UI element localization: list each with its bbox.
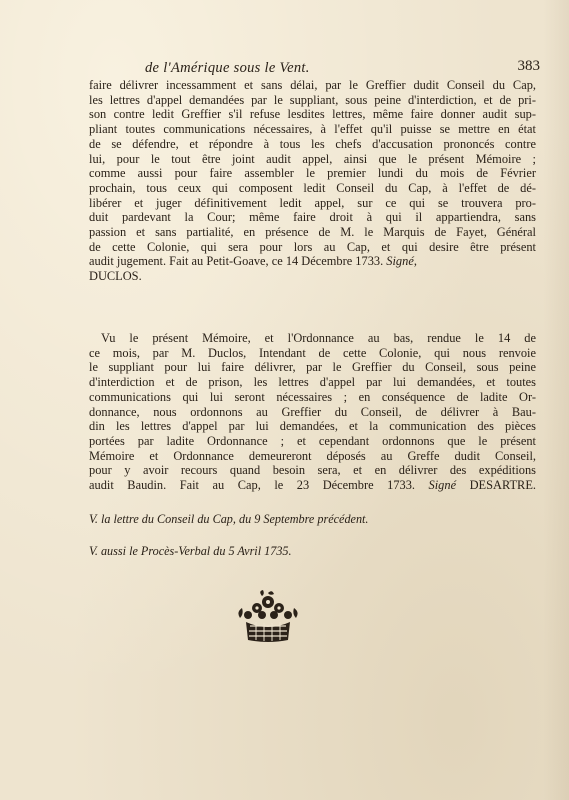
text-line: din les lettres d'appel par lui demandées, et la communication des pièces xyxy=(89,419,536,434)
text-line: lui, pour le tout être joint audit appel, ainsi que le présent Mémoire ; xyxy=(89,151,536,166)
running-title: de l'Amérique sous le Vent. xyxy=(145,60,310,76)
signe-label: Signé xyxy=(428,478,457,493)
text-line: d'interdiction et de prison, les lettres d'appel par lui demandées, et toutes xyxy=(89,375,536,390)
text-line: de se défendre, et répondre à tous les chefs d'accusation prononcés contre xyxy=(89,136,536,151)
closing-text: audit Baudin. Fait au Cap, le 23 Décembre 1733. xyxy=(89,478,416,493)
reference-note-2: V. aussi le Procès-Verbal du 5 Avril 1735. xyxy=(89,544,292,558)
ordonnance-paragraph xyxy=(89,331,536,493)
text-line: comme aussi pour faire assembler le premier lundi du mois de Février xyxy=(89,166,536,181)
closing-text: audit jugement. Fait au Petit-Goave, ce 14 Décembre 1733. xyxy=(89,254,384,269)
text-line-final: audit jugement. Fait au Petit-Goave, ce 14 Décembre 1733. Signé, xyxy=(89,254,417,269)
text-line: pour y avoir recours quand besoin sera, et en délivrer des expéditions xyxy=(89,463,536,478)
text-line: Vu le présent Mémoire, et l'Ordonnance au bas, rendue le 14 de xyxy=(101,331,536,345)
signe-label: Signé xyxy=(386,254,414,269)
text-line: portées par ladite Ordonnance ; et cependant ordonnons que le présent xyxy=(89,433,536,448)
text-line: communications qui lui seront nécessaires ; en conséquence de ladite Or- xyxy=(89,389,536,404)
text-line: son contre ledit Greffier s'il refuse lesdites lettres, même faire donner audit sup- xyxy=(89,107,536,122)
running-header xyxy=(145,60,540,77)
text-line: ce mois, par M. Duclos, Intendant de cette Colonie, qui nous renvoie xyxy=(89,345,536,360)
signature-line xyxy=(89,269,536,284)
floral-basket-ornament-icon xyxy=(232,588,304,644)
text-line: duit pardevant la Cour; même faire droit à qui il appartiendra, sans xyxy=(89,210,536,225)
text-line-final xyxy=(89,478,536,493)
text-line: donnance, nous ordonnons au Greffier du Conseil, de délivrer à Bau- xyxy=(89,404,536,419)
signature-desartre: DESARTRE. xyxy=(469,478,536,493)
text-line: Mémoire et Ordonnance demeureront déposés au Greffe dudit Conseil, xyxy=(89,448,536,463)
text-line: de cette Colonie, qui sera pour lors au Cap, et qui desire être présent xyxy=(89,239,536,254)
signature-duclos: DUCLOS. xyxy=(89,269,142,284)
text-line: les lettres d'appel demandées par le suppliant, sous peine d'interdiction, et de pri- xyxy=(89,92,536,107)
text-line: le suppliant pour lui faire délivrer, par le Greffier du Conseil, sous peine xyxy=(89,360,536,375)
page-number: 383 xyxy=(517,58,540,74)
page-edge-shadow xyxy=(543,0,569,800)
text-line: faire délivrer incessamment et sans délai, par le Greffier dudit Conseil du Cap, xyxy=(89,78,536,92)
reference-note-1: V. la lettre du Conseil du Cap, du 9 Septembre précédent. xyxy=(89,512,369,526)
text-line: passion et sans partialité, en présence de M. le Marquis de Fayet, Général xyxy=(89,225,536,240)
text-line: libérer et juger définitivement ledit appel, sur ce qui se trouvera pro- xyxy=(89,195,536,210)
memoire-paragraph xyxy=(89,78,536,284)
text-line: pliant toutes communications nécessaires, à l'effet qu'il puisse se mettre en état xyxy=(89,122,536,137)
text-line: prochain, tous ceux qui composent ledit Conseil du Cap, à l'effet de dé- xyxy=(89,180,536,195)
